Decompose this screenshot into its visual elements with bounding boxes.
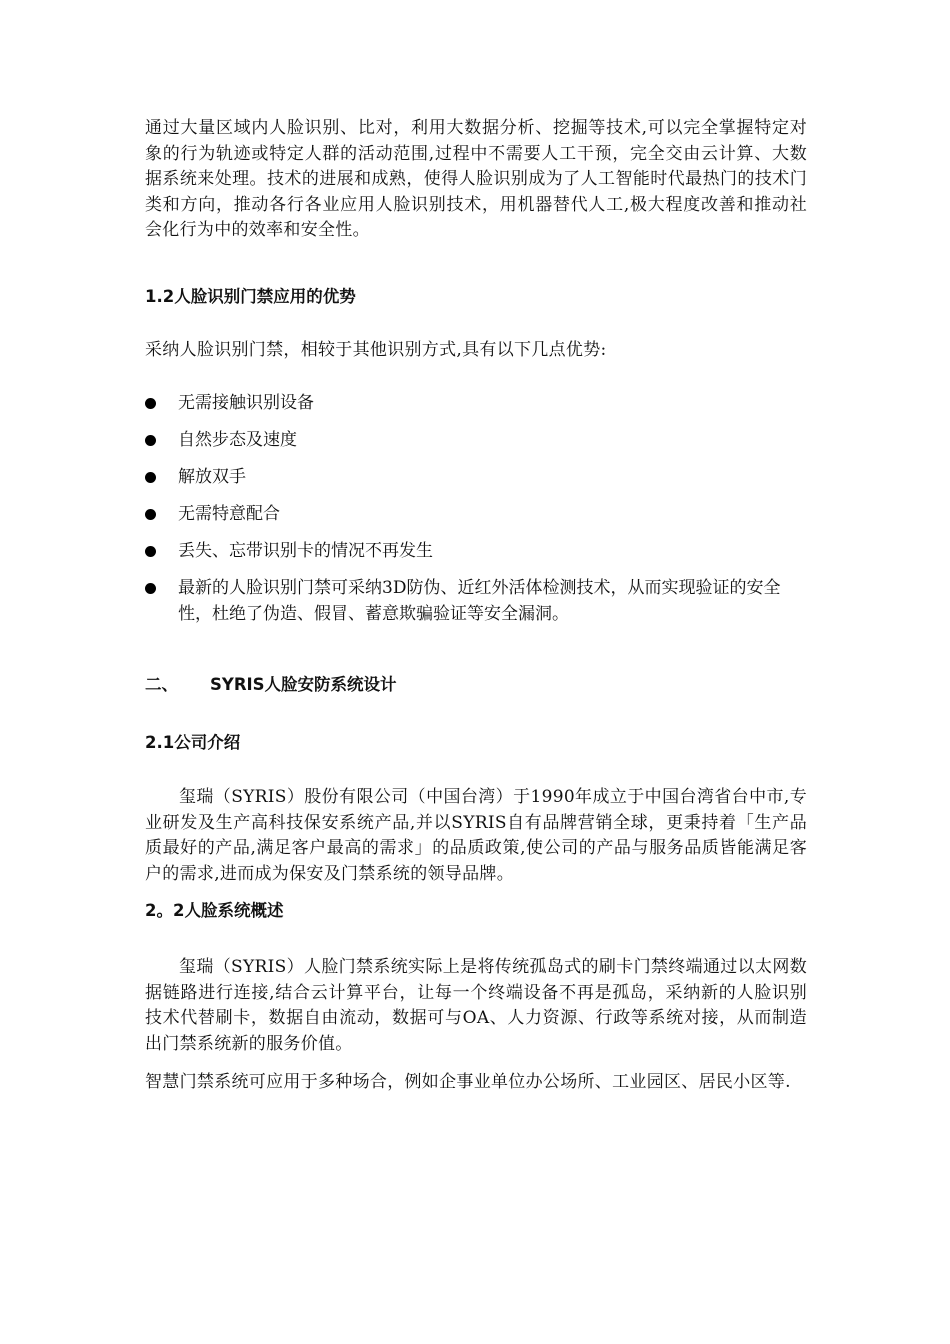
list-item (145, 539, 807, 564)
section-2-2-paragraph: 玺瑞（SYRIS）人脸门禁系统实际上是将传统孤岛式的刷卡门禁终端通过以太网数据链路进行连接,结合云计算平台，让每一个终端设备不再是孤岛，采纳新的人脸识别技术代替刷卡，数据自由流动，数据可与OA、人力资源、行政等系统对接，从而制造出门禁系统新的服务价值。 (145, 957, 807, 1054)
section-heading-1-2: 1.2人脸识别门禁应用的优势 (145, 286, 356, 306)
list-item (145, 428, 807, 453)
section-2-1-paragraph: 玺瑞（SYRIS）股份有限公司（中国台湾）于1990年成立于中国台湾省台中市,专业研发及生产高科技保安系统产品,并以SYRIS自有品牌营销全球，更秉持着「生产品质最好的产品,满足客户最高的需求」的品质政策,使公司的产品与服务品质皆能满足客户的需求,进而成为保安及门禁系统的领导品牌。 (145, 787, 807, 884)
document-page (145, 116, 807, 1096)
bullet-dot-icon (145, 546, 156, 557)
list-item-text: 无需接触识别设备 (178, 393, 314, 413)
section-heading-2-2: 2。2人脸系统概述 (145, 901, 284, 920)
chapter-heading-2 (145, 673, 807, 697)
intro-paragraph: 通过大量区域内人脸识别、比对，利用大数据分析、挖掘等技术,可以完全掌握特定对象的行为轨迹或特定人群的活动范围,过程中不需要人工干预，完全交由云计算、大数据系统来处理。技术的进展和成熟，使得人脸识别成为了人工智能时代最热门的技术门类和方向，推动各行各业应用人脸识别技术，用机器替代人工,极大程度改善和推动社会化行为中的效率和安全性。 (145, 118, 807, 240)
list-item-text: 丢失、忘带识别卡的情况不再发生 (178, 541, 433, 561)
chapter-number: 二、 (145, 675, 178, 694)
list-item (145, 502, 807, 527)
section-heading-2-1: 2.1公司介绍 (145, 733, 241, 752)
list-item (145, 576, 807, 627)
list-item (145, 465, 807, 490)
bullet-dot-icon (145, 509, 156, 520)
list-item-text: 自然步态及速度 (178, 430, 297, 450)
advantages-list (145, 391, 807, 627)
section-1-2-lead: 采纳人脸识别门禁，相较于其他识别方式,具有以下几点优势: (145, 339, 607, 360)
list-item-text: 最新的人脸识别门禁可采纳3D防伪、近红外活体检测技术，从而实现验证的安全性，杜绝了伪造、假冒、蓄意欺骗验证等安全漏洞。 (178, 578, 781, 624)
list-item (145, 391, 807, 416)
chapter-title: SYRIS人脸安防系统设计 (210, 675, 397, 694)
bullet-dot-icon (145, 583, 156, 594)
bullet-dot-icon (145, 398, 156, 409)
bullet-dot-icon (145, 472, 156, 483)
section-2-2-paragraph-2: 智慧门禁系统可应用于多种场合，例如企事业单位办公场所、工业园区、居民小区等. (145, 1072, 791, 1092)
list-item-text: 无需特意配合 (178, 504, 280, 524)
list-item-text: 解放双手 (178, 467, 246, 487)
bullet-dot-icon (145, 435, 156, 446)
